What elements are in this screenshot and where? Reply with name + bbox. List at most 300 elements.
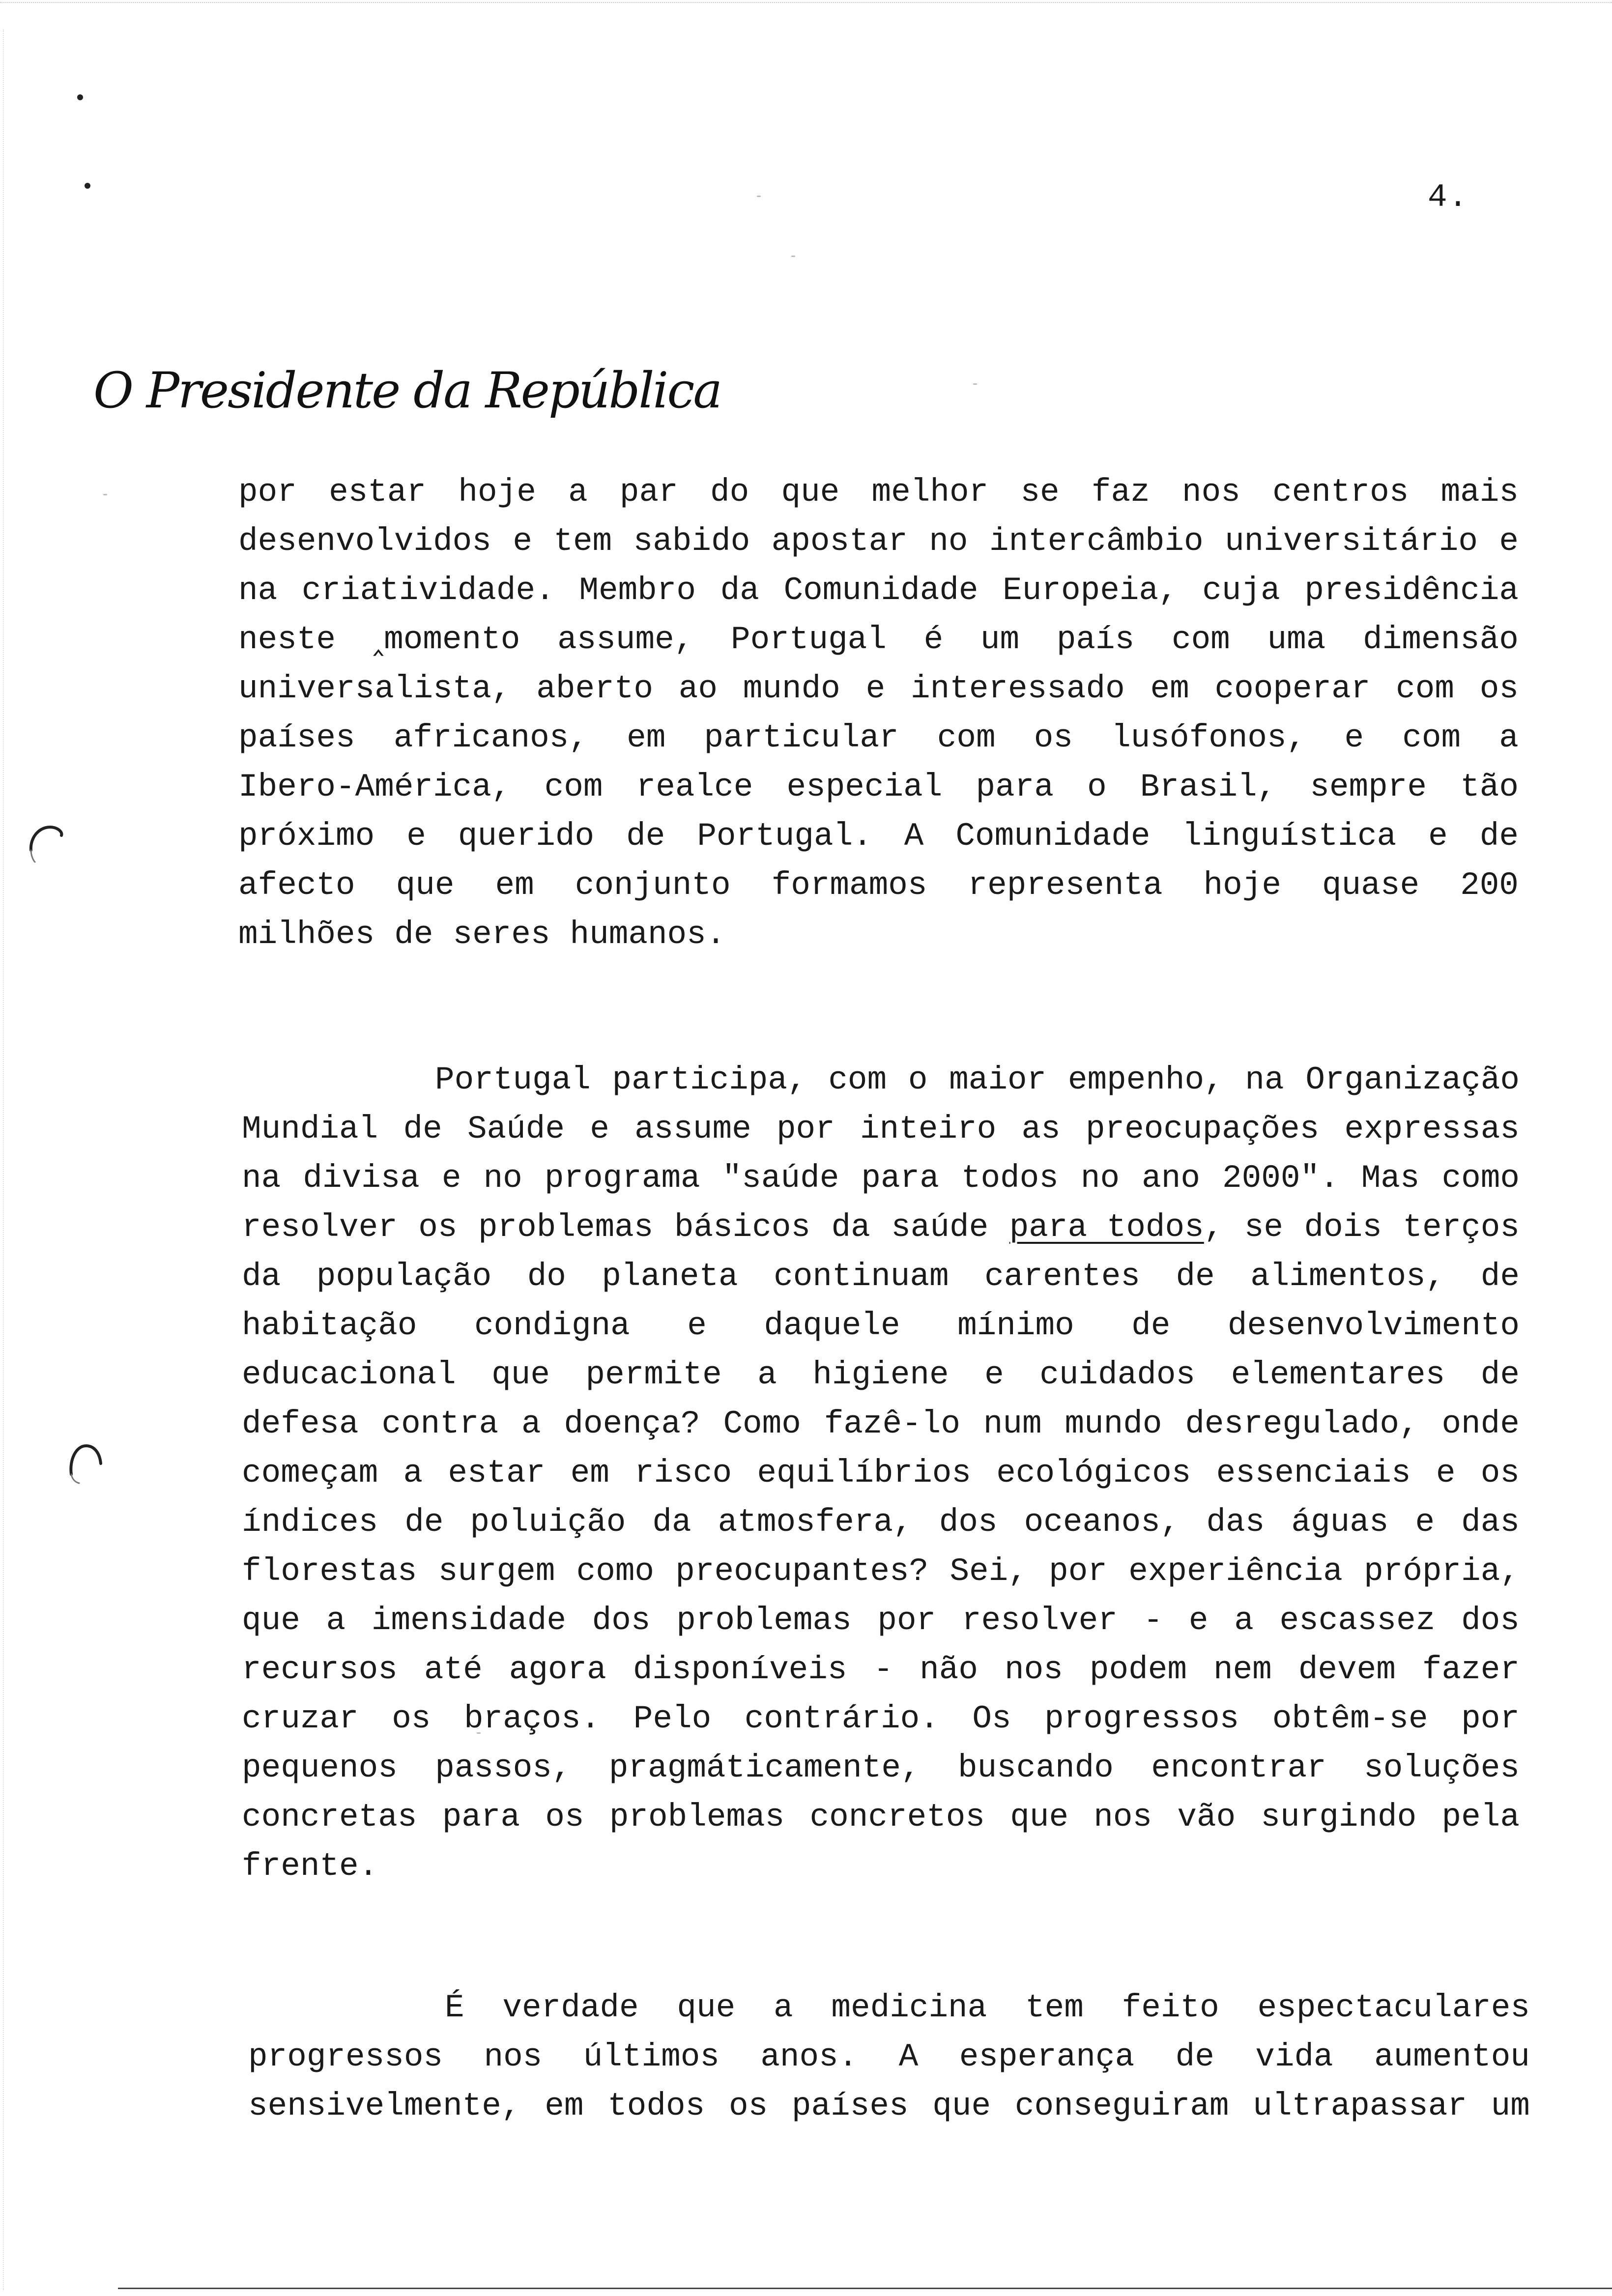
word: com [828, 1062, 887, 1098]
word: que [677, 1989, 736, 2026]
word: esperança [959, 2038, 1135, 2075]
word: vida [1255, 2038, 1333, 2075]
word: em [495, 867, 534, 904]
word: e [865, 670, 886, 707]
word: passos, [435, 1750, 572, 1786]
word: desregulado, [1185, 1406, 1419, 1442]
word: países [791, 2088, 909, 2124]
word: nos [484, 2038, 543, 2075]
text-line [238, 566, 1519, 615]
word: anos. [760, 2038, 858, 2075]
word: desenvolvimento [1227, 1307, 1520, 1344]
word: habitação [242, 1307, 417, 1344]
word: sabido [633, 523, 750, 560]
word: braços. [463, 1700, 601, 1737]
word: de [1480, 1356, 1520, 1393]
word: melhor [871, 474, 989, 511]
text-line [242, 1449, 1520, 1498]
text-line [242, 1645, 1520, 1694]
word: - [873, 1651, 893, 1688]
word: águas [1291, 1504, 1389, 1541]
word: A [898, 2038, 919, 2075]
word: devem [1298, 1651, 1396, 1688]
text-line [242, 1498, 1520, 1547]
word: Ibero-América, [238, 769, 511, 805]
word: cuja [1202, 572, 1280, 609]
word: da [831, 1209, 870, 1246]
word: do [527, 1258, 566, 1295]
text-line [238, 763, 1519, 812]
scan-speck [791, 256, 795, 257]
word: alimentos, [1250, 1258, 1445, 1295]
word: Sei, [950, 1553, 1028, 1590]
word: dimensão [1363, 621, 1519, 658]
word: conseguiram [1014, 2088, 1229, 2124]
word: Pelo [633, 1700, 712, 1737]
word: divisa [303, 1160, 420, 1197]
word: de [394, 916, 433, 953]
word: que [781, 474, 840, 511]
word: país [1056, 621, 1135, 658]
word: os [418, 1209, 458, 1246]
word: últimos [583, 2038, 720, 2075]
word: o [908, 1062, 928, 1098]
word: todos [607, 2088, 705, 2124]
word: os [728, 2088, 768, 2124]
word: apostar [771, 523, 908, 560]
word: inteiro [860, 1111, 997, 1148]
word: faz [1091, 474, 1150, 511]
word: surgindo [1261, 1799, 1417, 1836]
word: terços [1403, 1209, 1520, 1246]
word: frente. [242, 1848, 378, 1885]
word: humanos. [570, 916, 726, 953]
word: hoje [1203, 867, 1282, 904]
text-line [238, 910, 1519, 959]
word: como [1441, 1160, 1520, 1197]
word: interessado [911, 670, 1125, 707]
word: neste [238, 621, 336, 658]
word: hoje [458, 474, 536, 511]
word: nos [1181, 474, 1240, 511]
word: dos [1461, 1602, 1520, 1639]
word: onde [1441, 1406, 1520, 1442]
word: se [1244, 1209, 1284, 1246]
word: pela [1441, 1799, 1520, 1836]
word: mundo [1065, 1406, 1162, 1442]
word: não [920, 1651, 978, 1688]
word: começam [242, 1455, 378, 1492]
text-line [242, 1400, 1520, 1449]
word: nos [1094, 1799, 1152, 1836]
word: A [904, 818, 924, 855]
word: a [774, 1989, 793, 2026]
word: tem [1025, 1989, 1084, 2026]
word: a [1499, 719, 1519, 756]
word: empenho, [1067, 1062, 1224, 1098]
word: que [242, 1602, 300, 1639]
word: até [424, 1651, 483, 1688]
word: com [1171, 621, 1230, 658]
word: espectaculares [1257, 1989, 1530, 2026]
word: preocupantes? [675, 1553, 929, 1590]
word: milhões [238, 916, 375, 953]
word: um [1491, 2088, 1530, 2124]
word: países [238, 719, 355, 756]
word: em [627, 719, 666, 756]
word: com [1396, 670, 1454, 707]
word: os [1034, 719, 1073, 756]
word: do [710, 474, 749, 511]
word: participa, [612, 1062, 807, 1098]
word: e [513, 523, 532, 560]
word: em [545, 2088, 584, 2124]
scan-speck [757, 196, 761, 197]
word: risco [634, 1455, 732, 1492]
word: pequenos [242, 1750, 398, 1786]
word: de [1480, 1258, 1520, 1295]
word: própria, [1364, 1553, 1520, 1590]
word: vão [1177, 1799, 1236, 1836]
text-line [238, 468, 1519, 517]
word: concretas [242, 1799, 417, 1836]
word: estar [329, 474, 427, 511]
word: intercâmbio [989, 523, 1204, 560]
word: todos [961, 1160, 1059, 1197]
word: programa [544, 1160, 700, 1197]
word: assume, [557, 621, 694, 658]
word: a [403, 1455, 423, 1492]
word: da [720, 572, 759, 609]
word: na [242, 1160, 281, 1197]
word: florestas [242, 1553, 417, 1590]
word: progressos [1044, 1700, 1239, 1737]
word: ao [678, 670, 718, 707]
word: dois [1304, 1209, 1382, 1246]
word: encontrar [1151, 1750, 1326, 1786]
text-line [242, 1842, 1520, 1891]
word: e [406, 818, 426, 855]
word: disponíveis [633, 1651, 847, 1688]
word: buscando [957, 1750, 1114, 1786]
word: que [932, 2088, 991, 2124]
word: É [445, 1989, 464, 2026]
text-line [242, 1596, 1520, 1645]
word: concretos [809, 1799, 985, 1836]
word: em [1150, 670, 1189, 707]
word: das [1461, 1504, 1520, 1541]
word: assume [634, 1111, 751, 1148]
word: fazer [1422, 1651, 1520, 1688]
word: 200 [1460, 867, 1519, 904]
word: sempre [1310, 769, 1427, 805]
word: tão [1460, 769, 1519, 805]
word: atmosfera, [718, 1504, 913, 1541]
word: no [929, 523, 968, 560]
word: linguística [1182, 818, 1397, 855]
word: lusófonos, [1111, 719, 1306, 756]
word: no [1080, 1160, 1120, 1197]
word: a [326, 1602, 346, 1639]
word: de [403, 1111, 442, 1148]
word: e [984, 1356, 1004, 1393]
word: quase [1322, 867, 1420, 904]
text-line [238, 615, 1519, 664]
word: Comunidade [783, 572, 979, 609]
word: ecológicos [996, 1455, 1191, 1492]
word: e [1415, 1504, 1435, 1541]
text-line [238, 812, 1519, 861]
word: Os [972, 1700, 1011, 1737]
word: Membro [579, 572, 696, 609]
word: índices [242, 1504, 378, 1541]
word: para todos, [1009, 1209, 1224, 1246]
word: maior [949, 1062, 1047, 1098]
word: por [238, 474, 297, 511]
word: se [1020, 474, 1060, 511]
word: Comunidade [955, 818, 1151, 855]
word: tem [553, 523, 612, 560]
word: progressos [248, 2038, 443, 2075]
word: saúde [891, 1209, 989, 1246]
word: os [545, 1799, 584, 1836]
word: de [1131, 1307, 1171, 1344]
word: no [483, 1160, 522, 1197]
word: próximo [238, 818, 375, 855]
word: a [1234, 1602, 1254, 1639]
word: na [238, 572, 278, 609]
word: os [392, 1700, 431, 1737]
word: preocupações [1085, 1111, 1320, 1148]
text-line [435, 1056, 1520, 1105]
text-line [242, 1350, 1520, 1400]
word: verdade [502, 1989, 639, 2026]
word: num [983, 1406, 1042, 1442]
word: e [590, 1111, 609, 1148]
text-line [238, 861, 1519, 910]
text-line [238, 714, 1519, 763]
word: surgem [438, 1553, 555, 1590]
letterhead: O Presidente da República [93, 362, 721, 419]
word: presidência [1304, 572, 1519, 609]
word: centros [1272, 474, 1409, 511]
word: com [544, 769, 603, 805]
text-line [242, 1547, 1520, 1596]
text-line [242, 1105, 1520, 1154]
text-line [238, 517, 1519, 566]
word: problemas [478, 1209, 654, 1246]
word: continuam [774, 1258, 949, 1295]
word: das [1206, 1504, 1265, 1541]
word: problemas [609, 1799, 785, 1836]
word: as [1021, 1111, 1061, 1148]
word: soluções [1364, 1750, 1520, 1786]
word: da [652, 1504, 691, 1541]
word: educacional [242, 1356, 456, 1393]
word: a [757, 1356, 777, 1393]
word: escassez [1279, 1602, 1436, 1639]
scan-bottom-edge [118, 2288, 1612, 2289]
word: recursos [242, 1651, 398, 1688]
word: com [1402, 719, 1461, 756]
word: e [1436, 1455, 1456, 1492]
word: ano [1142, 1160, 1200, 1197]
word: querido [458, 818, 595, 855]
word: obtêm-se [1272, 1700, 1428, 1737]
word: daquele [764, 1307, 900, 1344]
word: Organização [1305, 1062, 1520, 1098]
word: defesa [242, 1406, 359, 1442]
word: ‸momento [373, 621, 520, 658]
word: poluição [470, 1504, 626, 1541]
word: 2000". [1222, 1160, 1339, 1197]
word: por [1049, 1553, 1107, 1590]
text-line [242, 1793, 1520, 1842]
word: experiência [1128, 1553, 1343, 1590]
word: uma [1267, 621, 1326, 658]
word: nos [1005, 1651, 1063, 1688]
word: Como [723, 1406, 801, 1442]
word: realce [636, 769, 753, 805]
word: e [1428, 818, 1448, 855]
word: básicos [674, 1209, 811, 1246]
word: imensidade [371, 1602, 566, 1639]
word: particular [704, 719, 899, 756]
word: da [242, 1258, 281, 1295]
word: nem [1213, 1651, 1272, 1688]
word: Portugal [731, 621, 887, 658]
word: oceanos, [1024, 1504, 1180, 1541]
word: Mundial [242, 1111, 378, 1148]
word: Portugal. [697, 818, 872, 855]
word: "saúde [722, 1160, 839, 1197]
word: e [687, 1307, 707, 1344]
word: elementares [1231, 1356, 1445, 1393]
word: a [568, 474, 588, 511]
word: em [570, 1455, 609, 1492]
text-line [445, 1983, 1530, 2033]
word: doença? [564, 1406, 700, 1442]
text-line [242, 1301, 1520, 1350]
word: por [1461, 1700, 1520, 1737]
word: afecto [238, 867, 355, 904]
word: Portugal [435, 1062, 591, 1098]
word: na [1245, 1062, 1284, 1098]
word: é [923, 621, 944, 658]
word: Mas [1361, 1160, 1420, 1197]
word: mínimo [957, 1307, 1074, 1344]
word: - [1143, 1602, 1163, 1639]
word: formamos [771, 867, 927, 904]
word: planeta [602, 1258, 738, 1295]
word: ultrapassar [1253, 2088, 1467, 2124]
word: que [396, 867, 455, 904]
word: de [1176, 1258, 1215, 1295]
word: medicina [831, 1989, 987, 2026]
word: Saúde [467, 1111, 565, 1148]
word: especial [786, 769, 943, 805]
word: cooperar [1214, 670, 1371, 707]
word: higiene [812, 1356, 949, 1393]
word: cruzar [242, 1700, 359, 1737]
word: podem [1089, 1651, 1187, 1688]
scan-left-edge [3, 29, 4, 2290]
word: e [1188, 1602, 1209, 1639]
word: cuidados [1039, 1356, 1196, 1393]
word: um [980, 621, 1020, 658]
word: universitário [1225, 523, 1478, 560]
word: sensivelmente, [248, 2088, 521, 2124]
word: população [316, 1258, 492, 1295]
scan-speck [103, 494, 107, 495]
word: para [976, 769, 1054, 805]
page-number: 4. [1428, 179, 1469, 216]
word: de [1175, 2038, 1214, 2075]
word: seres [453, 916, 550, 953]
text-line [242, 1154, 1520, 1203]
word: resolver [961, 1602, 1118, 1639]
punch-hole-mark [27, 821, 64, 865]
word: de [404, 1504, 444, 1541]
word: a [521, 1406, 541, 1442]
text-line [248, 2033, 1530, 2082]
word: estar [448, 1455, 546, 1492]
word: agora [509, 1651, 606, 1688]
word: contra [381, 1406, 499, 1442]
word: por [877, 1602, 936, 1639]
word: os [1480, 1455, 1520, 1492]
word: que [491, 1356, 550, 1393]
text-line [242, 1694, 1520, 1744]
word: problemas [676, 1602, 852, 1639]
word: os [1479, 670, 1519, 707]
word: representa [968, 867, 1163, 904]
word: para [442, 1799, 520, 1836]
word: dos [592, 1602, 651, 1639]
word: criatividade. [301, 572, 555, 609]
word: resolver [242, 1209, 398, 1246]
text-line [238, 664, 1519, 714]
word: e [1344, 719, 1364, 756]
word: feito [1122, 1989, 1219, 2026]
word: pragmáticamente, [608, 1750, 921, 1786]
word: Brasil, [1140, 769, 1277, 805]
word: permite [585, 1356, 722, 1393]
word: que [1010, 1799, 1069, 1836]
scan-top-edge [0, 2, 1612, 3]
word: condigna [474, 1307, 630, 1344]
text-line [248, 2082, 1530, 2131]
word: mais [1440, 474, 1519, 511]
word: por [776, 1111, 835, 1148]
word: aumentou [1374, 2038, 1530, 2075]
word: universalista, [238, 670, 511, 707]
text-line [242, 1744, 1520, 1793]
text-line [242, 1203, 1520, 1252]
word: como [576, 1553, 655, 1590]
word: desenvolvidos [238, 523, 491, 560]
word: carentes [984, 1258, 1140, 1295]
word: par [619, 474, 678, 511]
text-line [242, 1252, 1520, 1301]
word: o [1087, 769, 1107, 805]
word: mundo [743, 670, 840, 707]
scan-speck [85, 183, 90, 189]
punch-hole-mark [66, 1440, 104, 1484]
word: e [1499, 523, 1519, 560]
word: africanos, [393, 719, 588, 756]
word: aberto [536, 670, 653, 707]
